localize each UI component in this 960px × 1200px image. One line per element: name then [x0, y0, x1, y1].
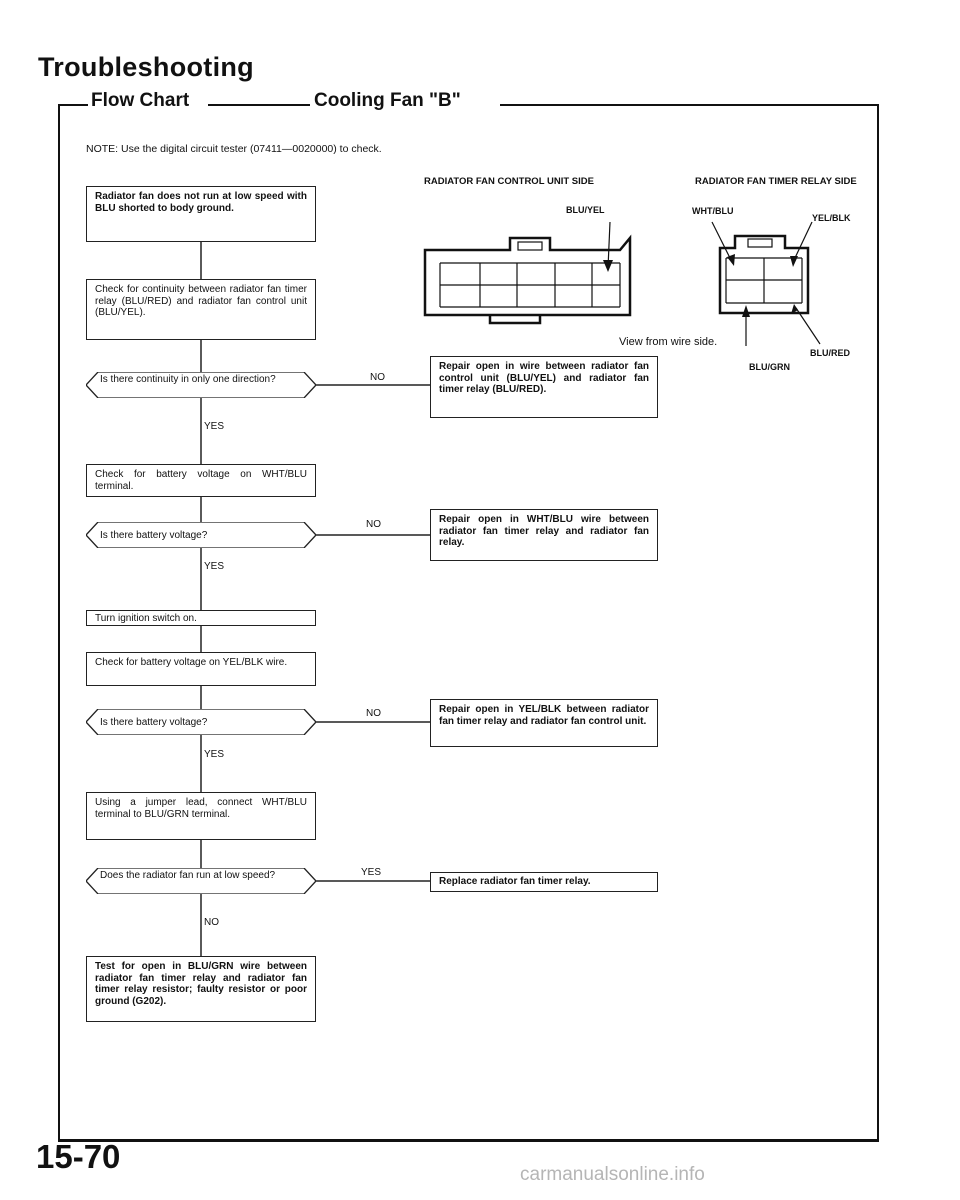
control-unit-connector-drawing [420, 220, 640, 328]
step-turn-ignition: Turn ignition switch on. [86, 610, 316, 626]
section-heading: Flow Chart [91, 90, 190, 111]
step-check-yel-blk: Check for battery voltage on YEL/BLK wire. [86, 652, 316, 686]
decision-voltage-1 [86, 522, 316, 548]
yes-label: YES [204, 421, 225, 432]
wire-label-wht-blu: WHT/BLU [692, 206, 734, 216]
step-check-wht-blu: Check for battery voltage on WHT/BLU terminal. [86, 464, 316, 497]
result-replace: Replace radiator fan timer relay. [430, 872, 658, 892]
wire-label-yel-blk: YEL/BLK [812, 213, 851, 223]
page-number: 15-70 [36, 1138, 121, 1175]
decision-continuity [86, 372, 316, 398]
step-start: Radiator fan does not run at low speed with BLU shorted to body ground. [86, 186, 316, 242]
control-unit-title: RADIATOR FAN CONTROL UNIT SIDE [424, 176, 594, 187]
decision-text: Is there battery voltage? [100, 717, 208, 728]
decision-voltage-2 [86, 709, 316, 735]
watermark: carmanualsonline.info [520, 1164, 705, 1185]
no-label: NO [366, 519, 381, 530]
decision-text: Does the radiator fan run at low speed? [100, 870, 276, 881]
yes-label: YES [204, 749, 225, 760]
section-subheading: Cooling Fan "B" [314, 90, 461, 111]
step-check-continuity: Check for continuity between radiator fan timer relay (BLU/RED) and radiator fan control unit (BLU/YEL). [86, 279, 316, 340]
result-repair-2: Repair open in WHT/BLU wire between radiator fan timer relay and radiator fan relay. [430, 509, 658, 561]
wire-label-blu-red: BLU/RED [810, 348, 850, 358]
decision-fan-run [86, 868, 316, 894]
result-repair-3: Repair open in YEL/BLK between radiator fan timer relay and radiator fan control unit. [430, 699, 658, 747]
step-test-open: Test for open in BLU/GRN wire between radiator fan timer relay and radiator fan timer relay resistor; faulty resistor or poor ground (G202). [86, 956, 316, 1022]
wire-label-blu-yel: BLU/YEL [566, 205, 605, 215]
wire-label-blu-grn: BLU/GRN [749, 362, 790, 372]
view-note: View from wire side. [619, 336, 718, 348]
no-label: NO [366, 708, 381, 719]
yes-label: YES [204, 561, 225, 572]
decision-text: Is there continuity in only one direction? [100, 374, 276, 385]
decision-text: Is there battery voltage? [100, 530, 208, 541]
yes-label: YES [361, 867, 382, 878]
timer-relay-title: RADIATOR FAN TIMER RELAY SIDE [695, 176, 857, 187]
result-repair-1: Repair open in wire between radiator fan control unit (BLU/YEL) and radiator fan timer relay (BLU/RED). [430, 356, 658, 418]
no-label: NO [370, 372, 385, 383]
note-text: NOTE: Use the digital circuit tester (07411—0020000) to check. [86, 143, 382, 155]
no-label: NO [204, 917, 219, 928]
page-title: Troubleshooting [38, 52, 254, 82]
step-jumper: Using a jumper lead, connect WHT/BLU terminal to BLU/GRN terminal. [86, 792, 316, 840]
